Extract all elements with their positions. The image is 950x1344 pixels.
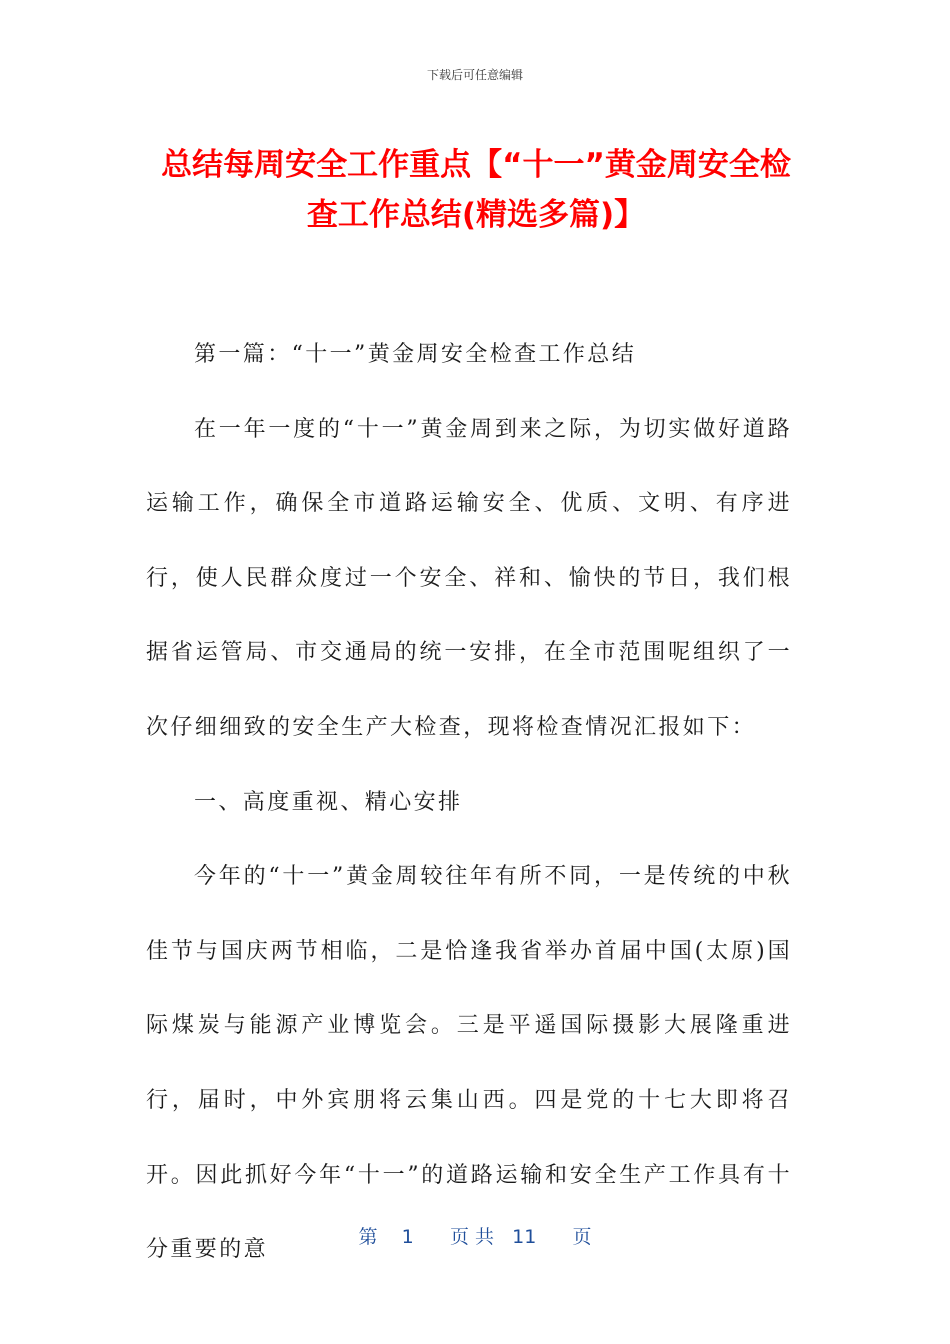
paragraph-intro: 在一年一度的“十一”黄金周到来之际，为切实做好道路运输工作，确保全市道路运输安全、优质、文明、有序进行，使人民群众度过一个安全、祥和、愉快的节日，我们根据省运管局、市交通局的统一安排，在全市范围呢组织了一次仔细细致的安全生产大检查，现将检查情况汇报如下： — [146, 416, 792, 740]
header-note: 下载后可任意编辑 — [426, 68, 523, 82]
document-title: 总结每周安全工作重点【“十一”黄金周安全检查工作总结(精选多篇)】 — [161, 147, 791, 233]
paragraph-section-title: 第一篇：“十一”黄金周安全检查工作总结 — [194, 342, 637, 367]
document-body — [146, 318, 792, 1288]
page-number-footer: 第 1 页 共 11 页 — [358, 1226, 592, 1248]
paragraph-body: 今年的“十一”黄金周较往年有所不同，一是传统的中秋佳节与国庆两节相临，二是恰逢我省举办首届中国(太原)国际煤炭与能源产业博览会。三是平遥国际摄影大展隆重进行，届时，中外宾朋将云集山西。四是党的十七大即将召开。因此抓好今年“十一”的道路运输和安全生产工作具有十分重要的意 — [146, 864, 792, 1263]
paragraph-heading: 一、高度重视、精心安排 — [194, 789, 463, 815]
